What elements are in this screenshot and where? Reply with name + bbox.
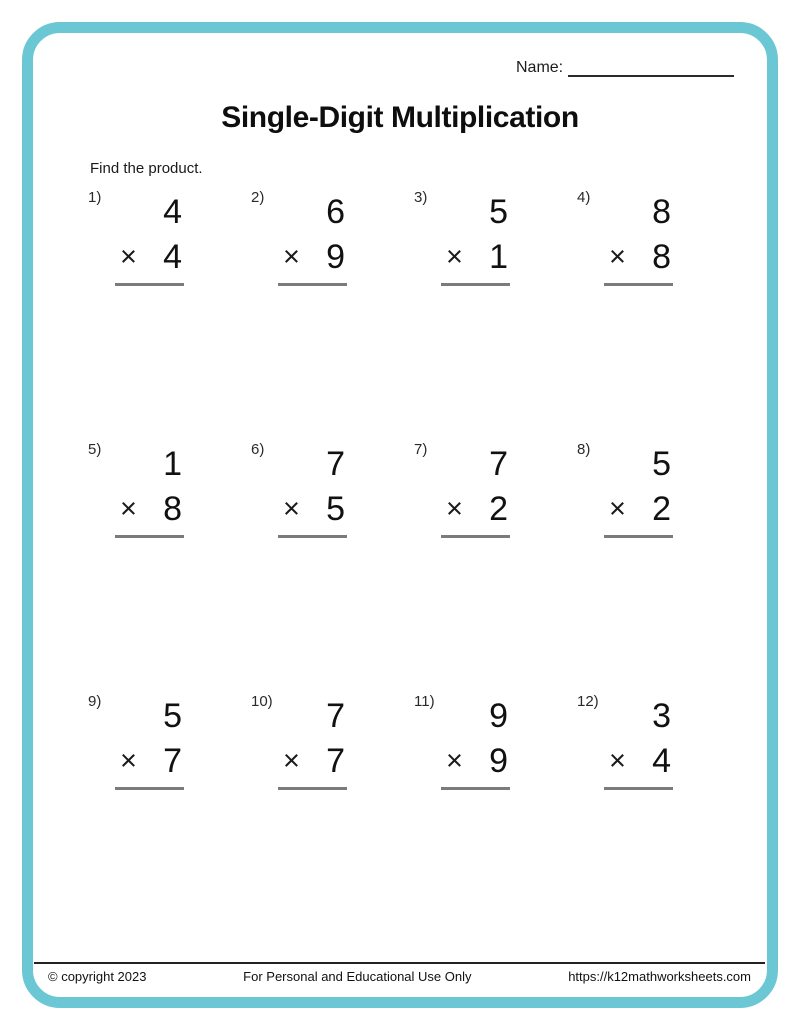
times-sign-icon: × [120, 745, 137, 777]
times-sign-icon: × [446, 493, 463, 525]
problem-number: 7) [414, 441, 428, 458]
multiplicand: 4 [163, 193, 182, 231]
problem-12 [577, 693, 740, 945]
times-sign-icon: × [283, 493, 300, 525]
instruction-text: Find the product. [90, 160, 203, 177]
multiplier: 4 [652, 742, 671, 780]
problem-6 [251, 441, 414, 693]
footer [34, 969, 765, 984]
multiplier: 8 [652, 238, 671, 276]
answer-line [278, 787, 347, 790]
problem-body [604, 693, 673, 790]
problem-number: 6) [251, 441, 265, 458]
problem-body [115, 441, 184, 538]
answer-line [115, 283, 184, 286]
multiplier-row [604, 739, 673, 784]
times-sign-icon: × [120, 493, 137, 525]
multiplicand: 8 [652, 193, 671, 231]
multiplicand: 1 [163, 445, 182, 483]
problem-2 [251, 189, 414, 441]
multiplier-row [604, 487, 673, 532]
multiplicand: 7 [326, 445, 345, 483]
answer-line [278, 283, 347, 286]
answer-line [115, 535, 184, 538]
multiplicand: 3 [652, 697, 671, 735]
problem-body [604, 441, 673, 538]
problem-number: 5) [88, 441, 102, 458]
times-sign-icon: × [609, 745, 626, 777]
problem-body [115, 189, 184, 286]
problem-body [278, 441, 347, 538]
usage-text: For Personal and Educational Use Only [243, 969, 472, 984]
problem-body [278, 189, 347, 286]
name-label: Name: [516, 59, 564, 76]
answer-line [278, 535, 347, 538]
multiplicand: 7 [489, 445, 508, 483]
problem-3 [414, 189, 577, 441]
problem-body [441, 441, 510, 538]
times-sign-icon: × [283, 745, 300, 777]
multiplicand: 5 [489, 193, 508, 231]
problem-7 [414, 441, 577, 693]
multiplier-row [278, 739, 347, 784]
multiplier: 1 [489, 238, 508, 276]
multiplier: 7 [163, 742, 182, 780]
problem-number: 8) [577, 441, 591, 458]
problem-body [441, 693, 510, 790]
problem-body [115, 693, 184, 790]
answer-line [441, 283, 510, 286]
website-url: https://k12mathworksheets.com [568, 969, 751, 984]
footer-divider [34, 962, 765, 964]
multiplicand: 5 [163, 697, 182, 735]
problem-8 [577, 441, 740, 693]
name-field-row [516, 58, 734, 77]
multiplier: 8 [163, 490, 182, 528]
problem-1 [88, 189, 251, 441]
answer-line [441, 535, 510, 538]
problem-number: 4) [577, 189, 591, 206]
problem-9 [88, 693, 251, 945]
times-sign-icon: × [446, 745, 463, 777]
multiplier-row [441, 235, 510, 280]
multiplicand: 7 [326, 697, 345, 735]
page-title: Single-Digit Multiplication [221, 101, 579, 134]
multiplicand: 6 [326, 193, 345, 231]
multiplicand: 5 [652, 445, 671, 483]
problem-number: 10) [251, 693, 273, 710]
problem-number: 1) [88, 189, 102, 206]
multiplier-row [115, 487, 184, 532]
multiplier-row [278, 235, 347, 280]
copyright-text: © copyright 2023 [48, 969, 147, 984]
multiplier-row [115, 739, 184, 784]
times-sign-icon: × [283, 241, 300, 273]
multiplier-row [115, 235, 184, 280]
answer-line [604, 787, 673, 790]
problem-5 [88, 441, 251, 693]
multiplicand: 9 [489, 697, 508, 735]
multiplier: 9 [326, 238, 345, 276]
multiplier: 5 [326, 490, 345, 528]
multiplier: 4 [163, 238, 182, 276]
answer-line [604, 535, 673, 538]
problem-number: 11) [414, 693, 435, 710]
name-blank-line [568, 58, 734, 77]
problem-body [441, 189, 510, 286]
multiplier: 2 [652, 490, 671, 528]
problem-number: 2) [251, 189, 265, 206]
problems-grid [88, 189, 740, 945]
multiplier: 9 [489, 742, 508, 780]
answer-line [604, 283, 673, 286]
times-sign-icon: × [446, 241, 463, 273]
problem-10 [251, 693, 414, 945]
times-sign-icon: × [609, 241, 626, 273]
times-sign-icon: × [120, 241, 137, 273]
multiplier-row [278, 487, 347, 532]
problem-body [604, 189, 673, 286]
problem-4 [577, 189, 740, 441]
multiplier-row [604, 235, 673, 280]
multiplier: 2 [489, 490, 508, 528]
problem-body [278, 693, 347, 790]
problem-number: 12) [577, 693, 599, 710]
multiplier-row [441, 487, 510, 532]
answer-line [441, 787, 510, 790]
times-sign-icon: × [609, 493, 626, 525]
multiplier-row [441, 739, 510, 784]
problem-11 [414, 693, 577, 945]
answer-line [115, 787, 184, 790]
problem-number: 3) [414, 189, 428, 206]
problem-number: 9) [88, 693, 102, 710]
multiplier: 7 [326, 742, 345, 780]
